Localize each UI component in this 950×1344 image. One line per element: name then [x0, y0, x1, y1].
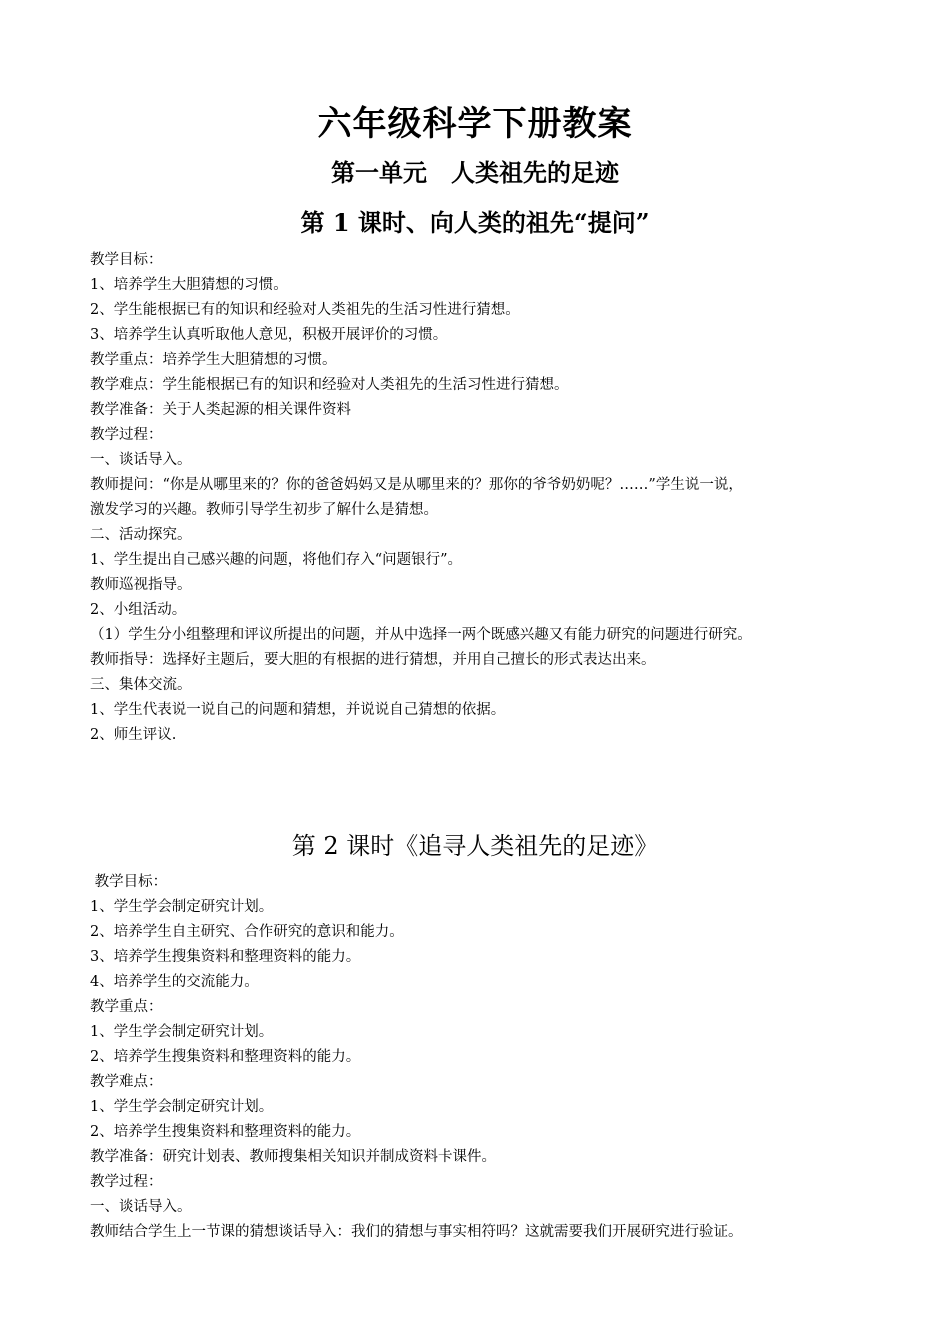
paragraph-line: 激发学习的兴趣。教师引导学生初步了解什么是猜想。 — [90, 502, 438, 518]
paragraph-line: 教学准备：关于人类起源的相关课件资料 — [90, 402, 351, 418]
paragraph-line: 教学重点： — [90, 999, 163, 1015]
lesson-2-body — [90, 870, 870, 1245]
paragraph-line: 教学目标： — [90, 252, 163, 268]
paragraph-line: 教学过程： — [90, 427, 163, 443]
paragraph-line: 2、培养学生自主研究、合作研究的意识和能力。 — [90, 924, 404, 940]
paragraph-line: 一、谈话导入。 — [90, 452, 192, 468]
paragraph-line: 教学重点：培养学生大胆猜想的习惯。 — [90, 352, 337, 368]
paragraph-line: 教师结合学生上一节课的猜想谈话导入：我们的猜想与事实相符吗？这就需要我们开展研究进行验证。 — [90, 1224, 743, 1240]
paragraph-line: 2、师生评议. — [90, 727, 177, 743]
paragraph-line: 教学过程： — [90, 1174, 163, 1190]
paragraph-line: 2、小组活动。 — [90, 602, 187, 618]
unit-title: 第一单元 人类祖先的足迹 — [331, 158, 619, 187]
paragraph-line: 1、学生代表说一说自己的问题和猜想，并说说自己猜想的依据。 — [90, 702, 506, 718]
paragraph-line: 教师指导：选择好主题后，要大胆的有根据的进行猜想，并用自己擅长的形式表达出来。 — [90, 652, 656, 668]
document-title: 六年级科学下册教案 — [317, 104, 633, 144]
paragraph-line: 1、学生学会制定研究计划。 — [90, 1099, 274, 1115]
paragraph-line: 2、培养学生搜集资料和整理资料的能力。 — [90, 1124, 361, 1140]
paragraph-line: 教学准备：研究计划表、教师搜集相关知识并制成资料卡课件。 — [90, 1149, 496, 1165]
paragraph-line: 教师巡视指导。 — [90, 577, 192, 593]
paragraph-line: 二、活动探究。 — [90, 527, 192, 543]
paragraph-line: 2、培养学生搜集资料和整理资料的能力。 — [90, 1049, 361, 1065]
paragraph-line: 教学难点： — [90, 1074, 163, 1090]
paragraph-line: 一、谈话导入。 — [90, 1199, 192, 1215]
paragraph-line: 三、集体交流。 — [90, 677, 192, 693]
paragraph-line: 3、培养学生搜集资料和整理资料的能力。 — [90, 949, 361, 965]
paragraph-line: 1、学生学会制定研究计划。 — [90, 1024, 274, 1040]
paragraph-line: 4、培养学生的交流能力。 — [90, 974, 259, 990]
paragraph-line: 3、培养学生认真听取他人意见，积极开展评价的习惯。 — [90, 327, 448, 343]
paragraph-line: 1、学生学会制定研究计划。 — [90, 899, 274, 915]
lesson-1-title: 第 1 课时、向人类的祖先“提问” — [300, 208, 650, 237]
paragraph-line: 教师提问：“你是从哪里来的？你的爸爸妈妈又是从哪里来的？那你的爷爷奶奶呢？……”学生说一说， — [90, 477, 743, 493]
paragraph-line: 1、培养学生大胆猜想的习惯。 — [90, 277, 288, 293]
paragraph-line: 教学难点：学生能根据已有的知识和经验对人类祖先的生活习性进行猜想。 — [90, 377, 569, 393]
paragraph-line: 2、学生能根据已有的知识和经验对人类祖先的生活习性进行猜想。 — [90, 302, 520, 318]
lesson-2-title: 第 2 课时《追寻人类祖先的足迹》 — [291, 832, 659, 860]
paragraph-line: 教学目标： — [90, 874, 168, 890]
lesson-1-body — [90, 248, 870, 748]
paragraph-line: 1、学生提出自己感兴趣的问题，将他们存入“问题银行”。 — [90, 552, 463, 568]
paragraph-line: （1）学生分小组整理和评议所提出的问题，并从中选择一两个既感兴趣又有能力研究的问题进行研究。 — [90, 627, 752, 643]
